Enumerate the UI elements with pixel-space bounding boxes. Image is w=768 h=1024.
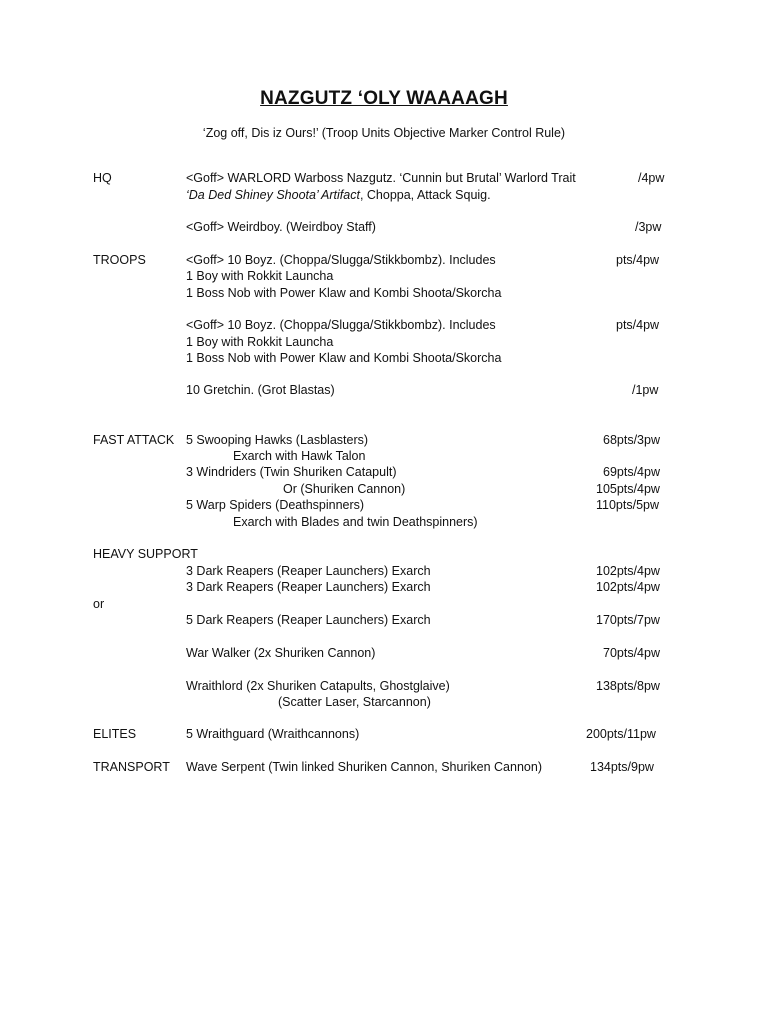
warboss-wargear bbox=[186, 187, 491, 203]
boyz-unit-1-points: pts/4pw bbox=[616, 253, 660, 267]
windriders-entry: 3 Windriders (Twin Shuriken Catapult) bbox=[186, 465, 397, 479]
page-title: NAZGUTZ ‘OLY WAAAAGH bbox=[260, 88, 508, 109]
section-label-hq: HQ bbox=[93, 171, 112, 185]
section-label-troops: TROOPS bbox=[93, 253, 146, 267]
boyz-unit-1-nob: 1 Boss Nob with Power Klaw and Kombi Shoota/Skorcha bbox=[186, 286, 502, 300]
gretchin-points: /1pw bbox=[632, 383, 659, 397]
windriders-points: 69pts/4pw bbox=[603, 465, 660, 479]
warboss-points: /4pw bbox=[638, 171, 665, 185]
swooping-hawks-exarch: Exarch with Hawk Talon bbox=[233, 449, 366, 463]
dark-reapers-2-entry: 3 Dark Reapers (Reaper Launchers) Exarch bbox=[186, 580, 431, 594]
section-label-heavy-support: HEAVY SUPPORT bbox=[93, 547, 198, 561]
dark-reapers-1-entry: 3 Dark Reapers (Reaper Launchers) Exarch bbox=[186, 564, 431, 578]
swooping-hawks-entry: 5 Swooping Hawks (Lasblasters) bbox=[186, 433, 369, 447]
wraithlord-entry: Wraithlord (2x Shuriken Catapults, Ghostglaive) bbox=[186, 679, 450, 693]
boyz-unit-1: <Goff> 10 Boyz. (Choppa/Slugga/Stikkbombz). Includes bbox=[186, 253, 496, 267]
windriders-option-points: 105pts/4pw bbox=[596, 482, 660, 496]
war-walker-entry: War Walker (2x Shuriken Cannon) bbox=[186, 646, 376, 660]
warboss-artifact: ‘Da Ded Shiney Shoota’ Artifact bbox=[186, 188, 360, 202]
boyz-unit-2-rokkit: 1 Boy with Rokkit Launcha bbox=[186, 335, 334, 349]
wraithlord-options: (Scatter Laser, Starcannon) bbox=[278, 695, 431, 709]
weirdboy-points: /3pw bbox=[635, 220, 662, 234]
warp-spiders-points: 110pts/5pw bbox=[596, 498, 660, 512]
boyz-unit-1-rokkit: 1 Boy with Rokkit Launcha bbox=[186, 269, 334, 283]
wave-serpent-points: 134pts/9pw bbox=[590, 760, 654, 774]
boyz-unit-2: <Goff> 10 Boyz. (Choppa/Slugga/Stikkbombz). Includes bbox=[186, 318, 496, 332]
wraithguard-points: 200pts/11pw bbox=[586, 727, 656, 741]
dark-reapers-1-points: 102pts/4pw bbox=[596, 564, 660, 578]
wraithguard-entry: 5 Wraithguard (Wraithcannons) bbox=[186, 727, 360, 741]
warp-spiders-exarch: Exarch with Blades and twin Deathspinners) bbox=[233, 515, 478, 529]
warp-spiders-entry: 5 Warp Spiders (Deathspinners) bbox=[186, 498, 365, 512]
section-label-transport: TRANSPORT bbox=[93, 760, 170, 774]
boyz-unit-2-nob: 1 Boss Nob with Power Klaw and Kombi Shoota/Skorcha bbox=[186, 351, 502, 365]
dark-reapers-3-points: 170pts/7pw bbox=[596, 613, 660, 627]
weirdboy-entry: <Goff> Weirdboy. (Weirdboy Staff) bbox=[186, 220, 376, 234]
warboss-entry: <Goff> WARLORD Warboss Nazgutz. ‘Cunnin but Brutal’ Warlord Trait bbox=[186, 171, 576, 185]
gretchin-entry: 10 Gretchin. (Grot Blastas) bbox=[186, 383, 335, 397]
section-label-elites: ELITES bbox=[93, 727, 137, 741]
page-subtitle: ‘Zog off, Dis iz Ours!’ (Troop Units Objective Marker Control Rule) bbox=[202, 126, 566, 140]
dark-reapers-3-entry: 5 Dark Reapers (Reaper Launchers) Exarch bbox=[186, 613, 431, 627]
section-label-fast-attack: FAST ATTACK bbox=[93, 433, 175, 447]
warboss-wargear-rest: , Choppa, Attack Squig. bbox=[359, 188, 491, 202]
dark-reapers-2-points: 102pts/4pw bbox=[596, 580, 660, 594]
wave-serpent-entry: Wave Serpent (Twin linked Shuriken Cannon, Shuriken Cannon) bbox=[186, 760, 542, 774]
wraithlord-points: 138pts/8pw bbox=[596, 679, 660, 693]
boyz-unit-2-points: pts/4pw bbox=[616, 318, 660, 332]
swooping-hawks-points: 68pts/3pw bbox=[603, 433, 660, 447]
or-separator: or bbox=[93, 597, 105, 611]
windriders-option: Or (Shuriken Cannon) bbox=[283, 482, 406, 496]
war-walker-points: 70pts/4pw bbox=[603, 646, 660, 660]
